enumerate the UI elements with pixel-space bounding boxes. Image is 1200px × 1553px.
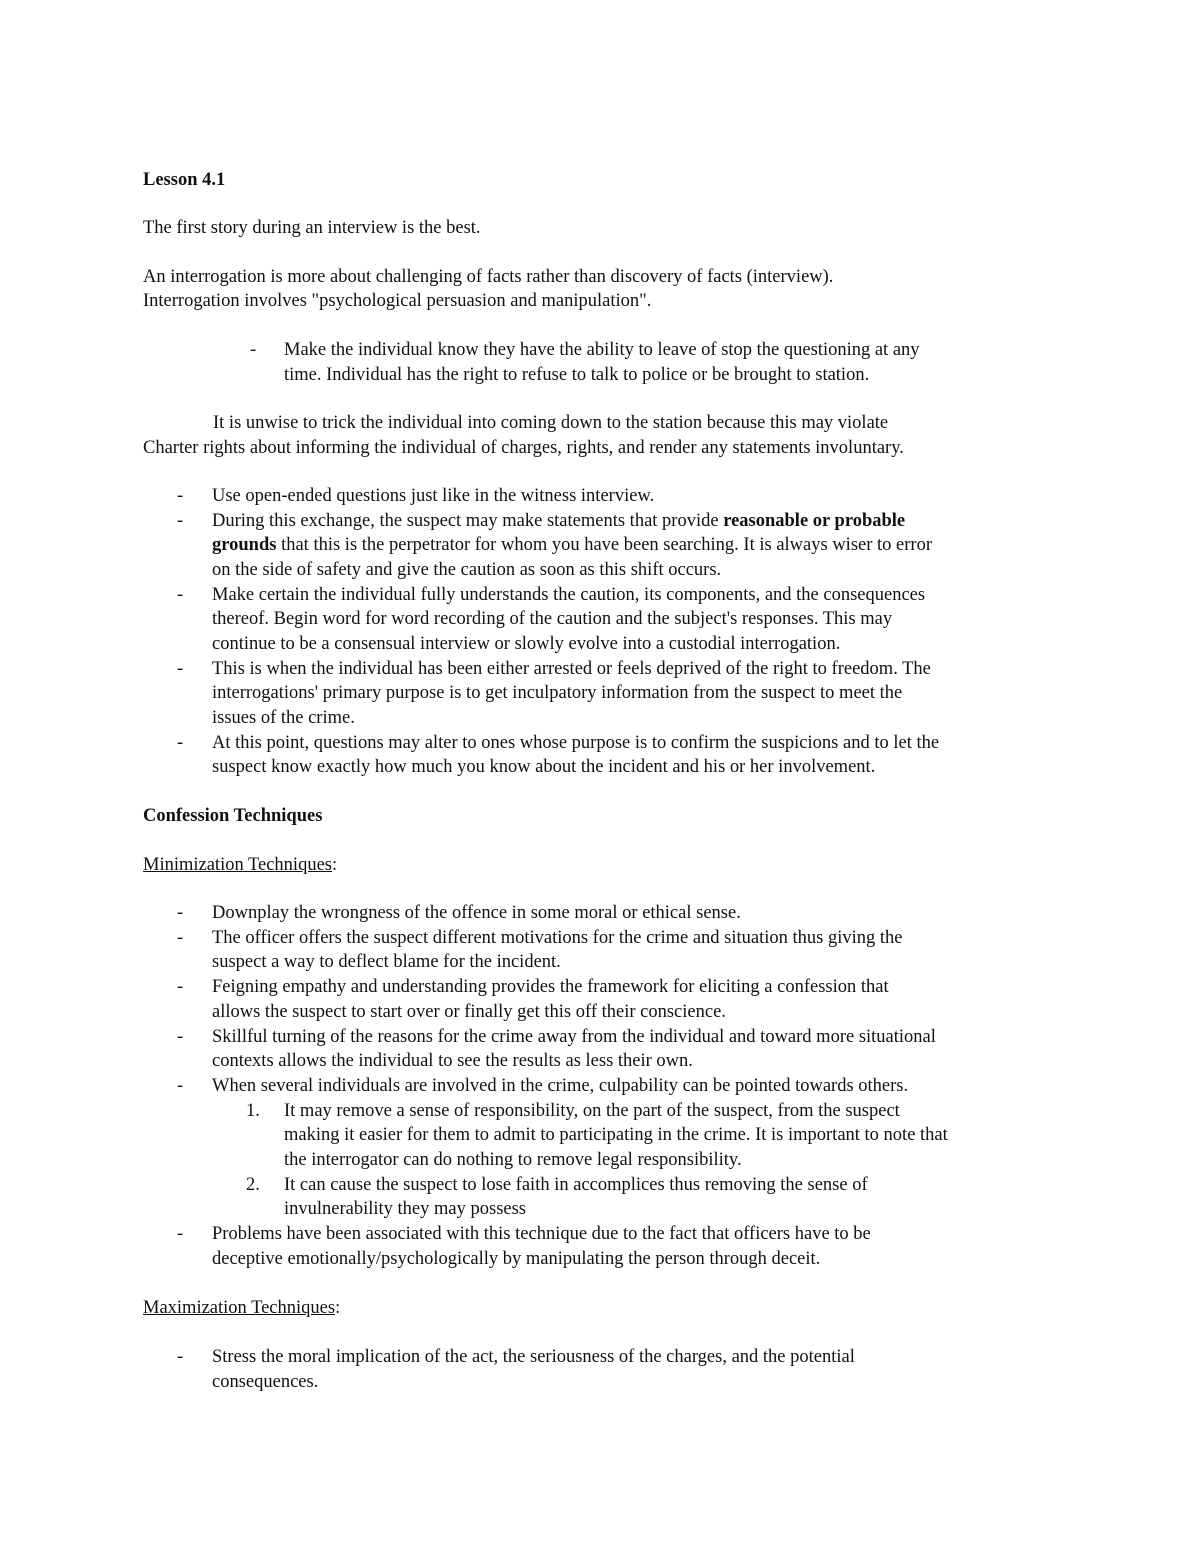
- bullet-text: thereof. Begin word for word recording of the caution and the subject's responses. This may: [212, 609, 893, 629]
- bullet-dash: -: [177, 659, 184, 679]
- subsection-heading: [143, 1296, 340, 1320]
- bullet-text: Stress the moral implication of the act, the seriousness of the charges, and the potential: [212, 1347, 855, 1367]
- bullet-text: This is when the individual has been either arrested or feels deprived of the right to freedom. The: [212, 659, 931, 679]
- bullet-text: consequences.: [212, 1372, 319, 1392]
- bullet-text: allows the suspect to start over or finally get this off their conscience.: [212, 1002, 726, 1022]
- bullet-dash: -: [177, 733, 184, 753]
- bullet-text: Downplay the wrongness of the offence in some moral or ethical sense.: [212, 903, 741, 923]
- paragraph-line: Interrogation involves "psychological persuasion and manipulation".: [143, 291, 652, 311]
- bullet-text: time. Individual has the right to refuse to talk to police or be brought to station.: [284, 365, 870, 385]
- numbered-marker: 2.: [246, 1175, 260, 1195]
- bullet-dash: -: [177, 903, 184, 923]
- bullet-dash: -: [177, 511, 184, 531]
- emphasis-text: reasonable or probable: [723, 511, 906, 531]
- paragraph-line: Charter rights about informing the individual of charges, rights, and render any statements involuntary.: [143, 438, 904, 458]
- subsection-heading-text: Maximization Techniques: [143, 1298, 336, 1318]
- lesson-title: Lesson 4.1: [143, 170, 226, 190]
- bullet-text: suspect a way to deflect blame for the incident.: [212, 952, 561, 972]
- bullet-dash: -: [177, 585, 184, 605]
- heading-colon: :: [331, 855, 338, 875]
- bullet-text: deceptive emotionally/psychologically by manipulating the person through deceit.: [212, 1249, 821, 1269]
- numbered-item-text: invulnerability they may possess: [284, 1199, 527, 1219]
- numbered-item-text: making it easier for them to admit to participating in the crime. It is important to note that: [284, 1125, 948, 1145]
- section-heading: Confession Techniques: [143, 806, 323, 826]
- bullet-dash: -: [177, 928, 184, 948]
- bullet-text: continue to be a consensual interview or slowly evolve into a custodial interrogation.: [212, 634, 841, 654]
- numbered-item-text: the interrogator can do nothing to remove legal responsibility.: [284, 1150, 742, 1170]
- bullet-text: Use open-ended questions just like in the witness interview.: [212, 486, 655, 506]
- bullet-dash: -: [250, 340, 257, 360]
- bullet-dash: -: [177, 1027, 184, 1047]
- bullet-text: contexts allows the individual to see the results as less their own.: [212, 1051, 693, 1071]
- bullet-dash: -: [177, 1347, 184, 1367]
- bullet-text: suspect know exactly how much you know about the incident and his or her involvement.: [212, 757, 876, 777]
- bullet-text: [212, 533, 932, 557]
- bullet-text-segment: During this exchange, the suspect may make statements that provide: [212, 511, 724, 531]
- bullet-text: When several individuals are involved in the crime, culpability can be pointed towards others.: [212, 1076, 909, 1096]
- numbered-marker: 1.: [246, 1101, 260, 1121]
- numbered-item-text: It can cause the suspect to lose faith in accomplices thus removing the sense of: [284, 1175, 868, 1195]
- bullet-dash: -: [177, 1224, 184, 1244]
- subsection-heading-text: Minimization Techniques: [143, 855, 332, 875]
- bullet-text: Make the individual know they have the ability to leave of stop the questioning at any: [284, 340, 920, 360]
- bullet-text: At this point, questions may alter to ones whose purpose is to confirm the suspicions and to let the: [212, 733, 940, 753]
- emphasis-text: grounds: [212, 535, 277, 555]
- bullet-text: issues of the crime.: [212, 708, 355, 728]
- intro-line: The first story during an interview is the best.: [143, 218, 481, 238]
- bullet-text: [212, 509, 905, 533]
- bullet-dash: -: [177, 977, 184, 997]
- bullet-dash: -: [177, 486, 184, 506]
- bullet-text: interrogations' primary purpose is to get inculpatory information from the suspect to meet the: [212, 683, 903, 703]
- bullet-text: Feigning empathy and understanding provides the framework for eliciting a confession that: [212, 977, 889, 997]
- heading-colon: :: [335, 1298, 341, 1318]
- numbered-item-text: It may remove a sense of responsibility, on the part of the suspect, from the suspect: [284, 1101, 900, 1121]
- bullet-text: Problems have been associated with this technique due to the fact that officers have to be: [212, 1224, 871, 1244]
- paragraph-line: An interrogation is more about challenging of facts rather than discovery of facts (interview).: [143, 267, 834, 287]
- subsection-heading: [143, 853, 337, 877]
- bullet-text-segment: that this is the perpetrator for whom you have been searching. It is always wiser to error: [276, 535, 932, 555]
- bullet-text: The officer offers the suspect different motivations for the crime and situation thus giving the: [212, 928, 903, 948]
- bullet-text: on the side of safety and give the caution as soon as this shift occurs.: [212, 560, 722, 580]
- bullet-text: Make certain the individual fully understands the caution, its components, and the consequences: [212, 585, 926, 605]
- paragraph-line: It is unwise to trick the individual into coming down to the station because this may violate: [213, 413, 889, 433]
- bullet-dash: -: [177, 1076, 184, 1096]
- bullet-text: Skillful turning of the reasons for the crime away from the individual and toward more situational: [212, 1027, 936, 1047]
